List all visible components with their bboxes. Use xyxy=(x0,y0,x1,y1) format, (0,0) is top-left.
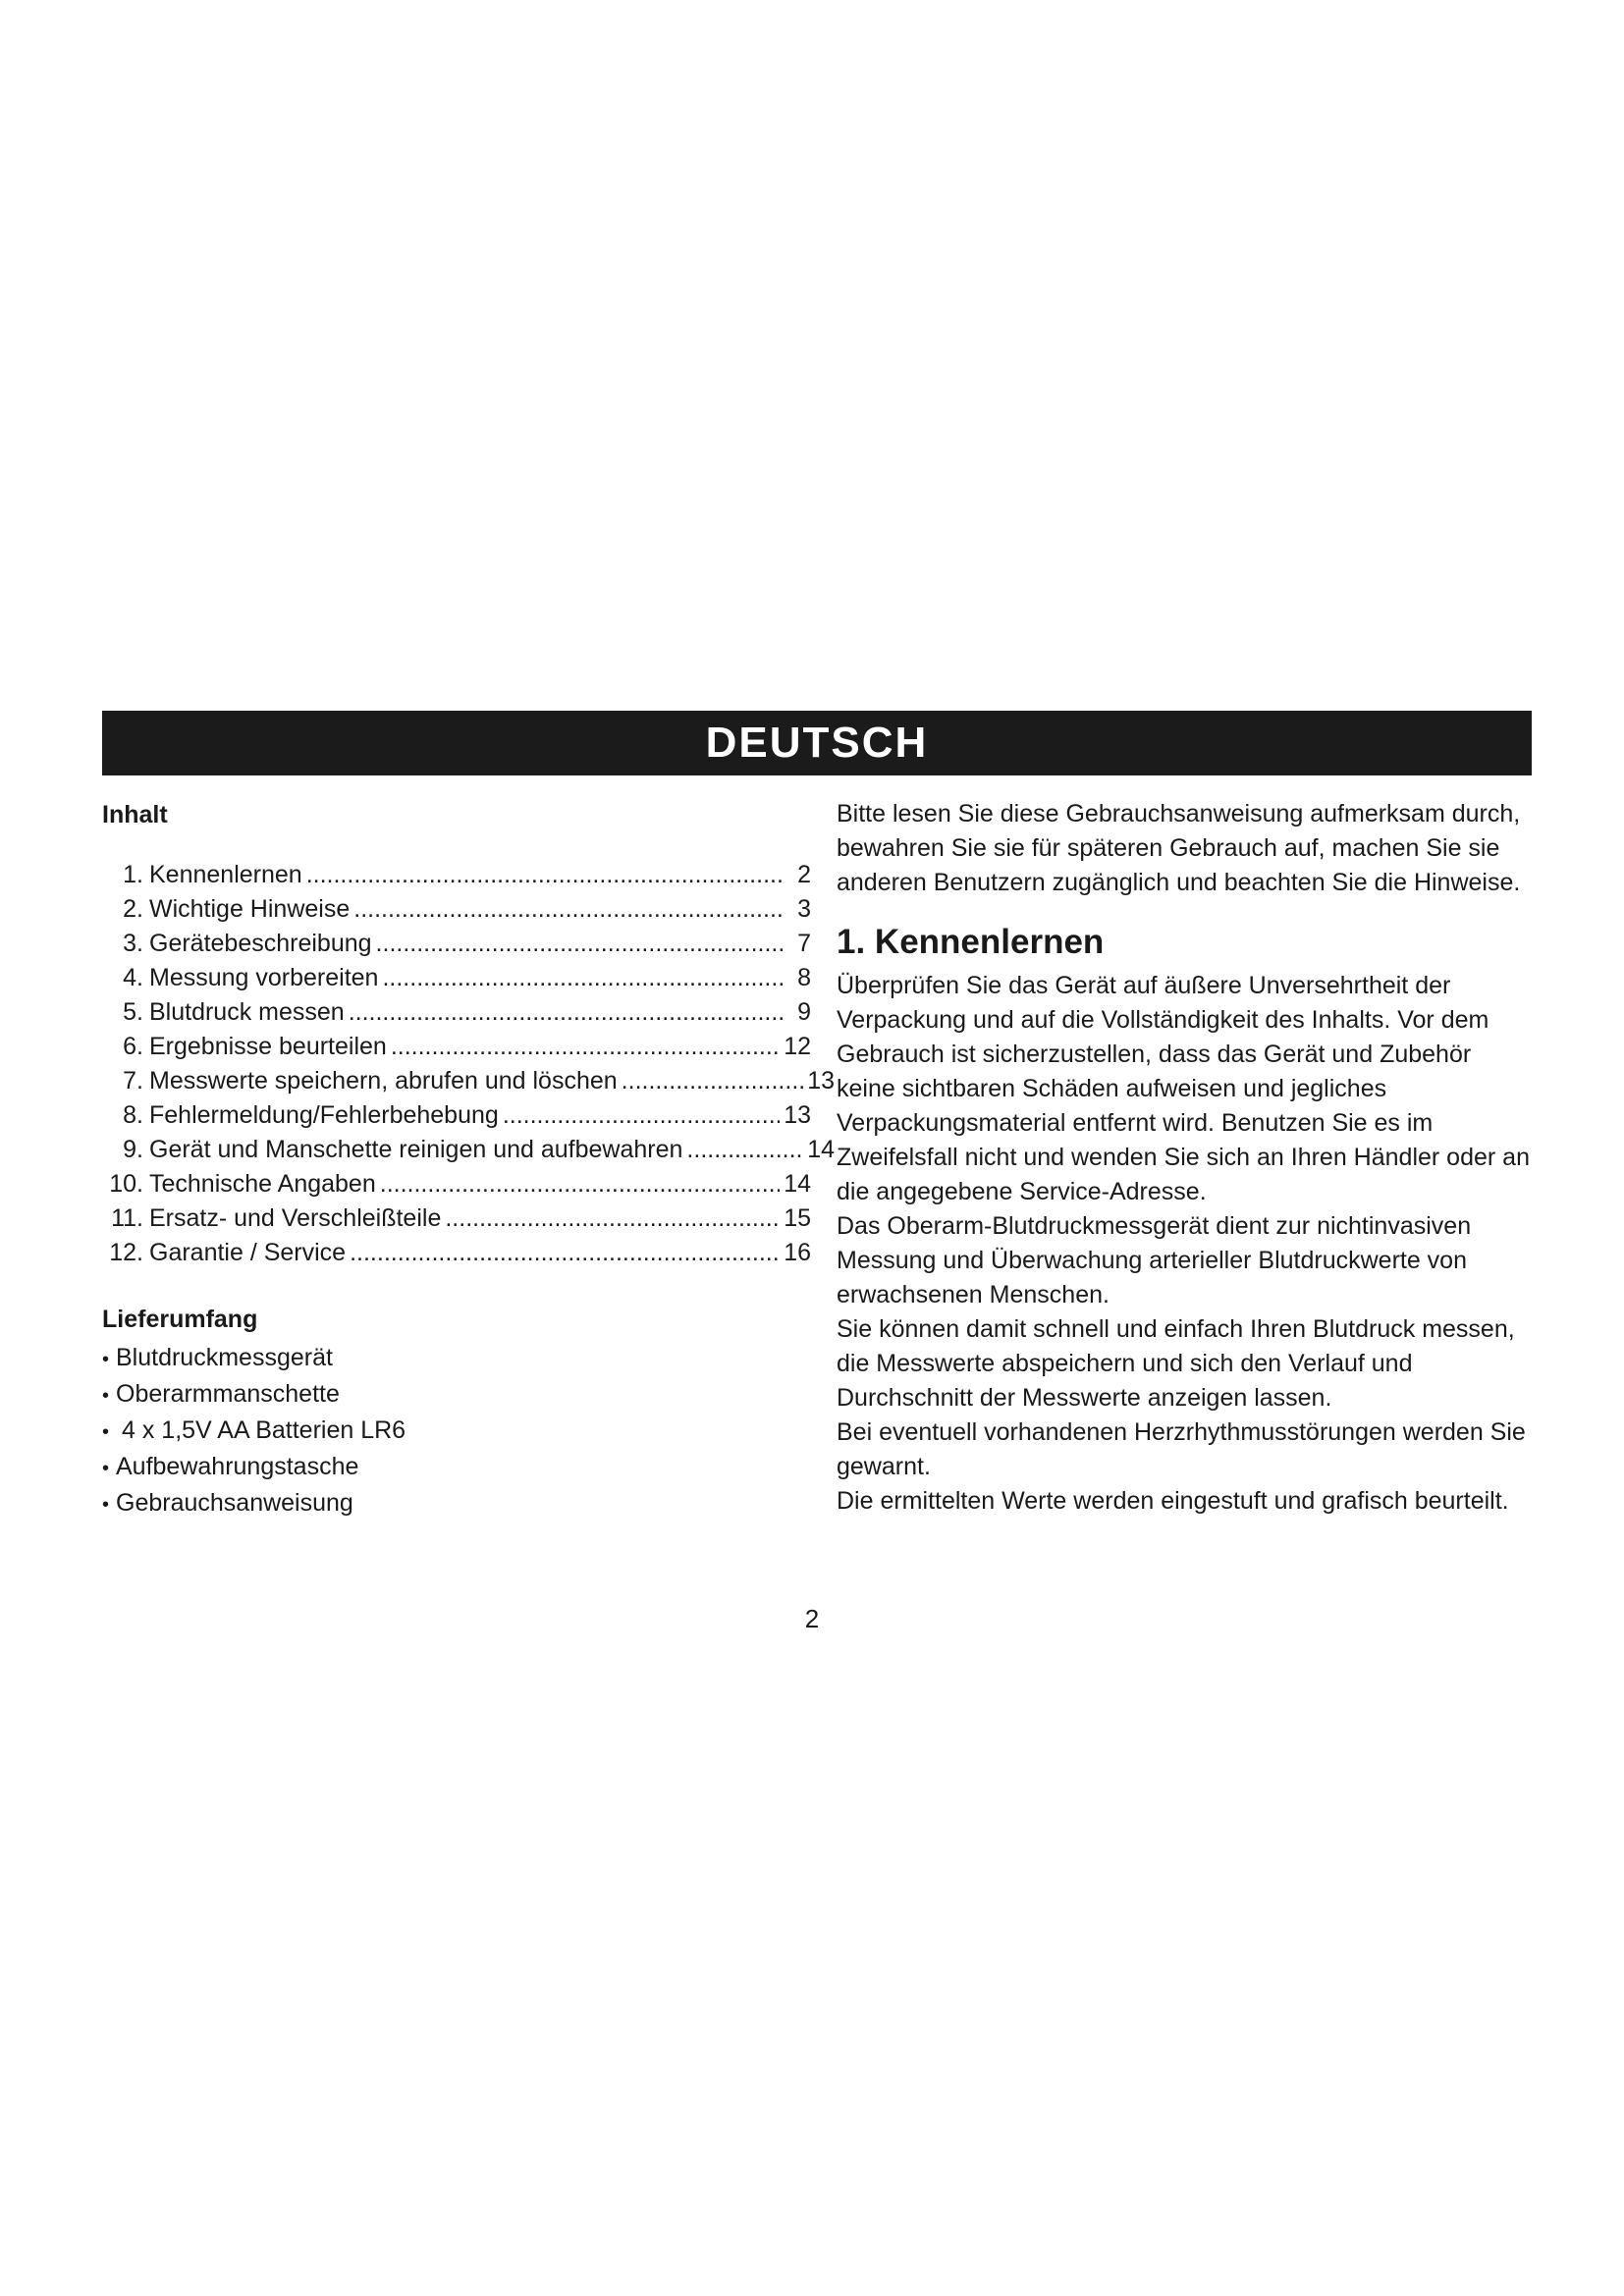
toc-row xyxy=(102,927,811,961)
toc-label: Blutdruck messen xyxy=(149,998,345,1026)
toc-label: Ergebnisse beurteilen xyxy=(149,1033,387,1060)
toc-number: 6. xyxy=(123,1033,143,1060)
toc-page: 3 xyxy=(797,895,811,923)
toc-page: 7 xyxy=(797,930,811,957)
list-item xyxy=(102,1450,811,1486)
toc-leader xyxy=(622,1064,804,1098)
language-banner xyxy=(102,711,1532,775)
banner-title: DEUTSCH xyxy=(705,719,929,767)
toc-number: 12. xyxy=(109,1239,143,1266)
bullet-icon: • xyxy=(102,1349,110,1370)
supply-heading: Lieferumfang xyxy=(102,1306,258,1333)
toc-leader xyxy=(376,927,785,961)
toc-row xyxy=(102,1030,811,1064)
toc-number: 11. xyxy=(111,1204,143,1232)
toc-label: Technische Angaben xyxy=(149,1170,376,1198)
toc-leader xyxy=(382,961,785,995)
toc-label: Messwerte speichern, abrufen und löschen xyxy=(149,1067,618,1095)
toc-page: 9 xyxy=(797,998,811,1026)
supply-item-label: Blutdruckmessgerät xyxy=(116,1344,333,1371)
toc-row xyxy=(102,1064,835,1098)
toc-number: 10. xyxy=(109,1170,143,1198)
toc-leader xyxy=(391,1030,780,1064)
toc-row xyxy=(102,1201,811,1236)
toc-leader xyxy=(306,858,785,892)
toc-page: 2 xyxy=(797,861,811,888)
toc-number: 7. xyxy=(123,1067,143,1095)
toc-number: 4. xyxy=(123,964,143,991)
toc-label: Gerät und Manschette reinigen und aufbewahren xyxy=(149,1136,683,1163)
toc-row xyxy=(102,1133,835,1167)
bullet-icon: • xyxy=(102,1421,110,1443)
supply-item-label: 4 x 1,5V AA Batterien LR6 xyxy=(122,1416,406,1444)
toc-number: 2. xyxy=(123,895,143,923)
right-column xyxy=(837,797,1536,1519)
toc-leader xyxy=(503,1098,780,1133)
page-number: 2 xyxy=(804,1604,820,1633)
section-paragraph: Das Oberarm-Blutdruckmessgerät dient zur nichtinvasiven Messung und Überwachung arterieller Blutdruckwerte von erwachsenen Menschen. xyxy=(837,1212,1472,1308)
toc-number: 9. xyxy=(123,1136,143,1163)
toc-page: 8 xyxy=(797,964,811,991)
toc-page: 15 xyxy=(784,1204,811,1232)
toc-leader xyxy=(380,1167,780,1201)
toc-leader xyxy=(353,892,785,927)
toc-number: 3. xyxy=(123,930,143,957)
toc-number: 1. xyxy=(123,861,143,888)
toc-label: Garantie / Service xyxy=(149,1239,347,1266)
toc-page: 16 xyxy=(784,1239,811,1266)
toc-row xyxy=(102,1236,811,1270)
toc-label: Wichtige Hinweise xyxy=(149,895,351,923)
supply-item-label: Oberarmmanschette xyxy=(116,1380,340,1408)
toc-number: 8. xyxy=(123,1101,143,1129)
section-paragraph: Überprüfen Sie das Gerät auf äußere Unversehrtheit der Verpackung und auf die Vollständigkeit des Inhalts. Vor dem Gebrauch ist sicherzustellen, dass das Gerät und Zubehör keine sichtbaren Schäden aufweisen und jegliches Verpackungsmaterial entfernt wird. Benutzen Sie es im Zweifelsfall nicht und wenden Sie sich an Ihren Händler oder an die angegebene Service-Adresse. xyxy=(837,972,1530,1205)
toc-row xyxy=(102,892,811,927)
toc-row xyxy=(102,1098,811,1133)
toc-label: Kennenlernen xyxy=(149,861,302,888)
toc-page: 13 xyxy=(807,1067,835,1095)
section-paragraph: Sie können damit schnell und einfach Ihren Blutdruck messen, die Messwerte abspeichern und sich den Verlauf und Durchschnitt der Messwerte anzeigen lassen. xyxy=(837,1315,1515,1412)
list-item xyxy=(102,1341,811,1377)
toc-row xyxy=(102,961,811,995)
list-item xyxy=(102,1486,811,1522)
toc-row xyxy=(102,858,811,892)
toc-leader xyxy=(686,1133,803,1167)
toc-row xyxy=(102,995,811,1030)
toc-label: Messung vorbereiten xyxy=(149,964,379,991)
supply-item-label: Aufbewahrungstasche xyxy=(116,1453,359,1480)
bullet-icon: • xyxy=(102,1494,110,1516)
supply-item-label: Gebrauchsanweisung xyxy=(116,1489,353,1517)
toc-label: Fehlermeldung/Fehlerbehebung xyxy=(149,1101,499,1129)
toc-page: 12 xyxy=(784,1033,811,1060)
toc-page: 14 xyxy=(784,1170,811,1198)
section-paragraph: Bei eventuell vorhandenen Herzrhythmusstörungen werden Sie gewarnt. xyxy=(837,1418,1526,1480)
toc-number: 5. xyxy=(123,998,143,1026)
toc-page: 13 xyxy=(784,1101,811,1129)
left-column xyxy=(102,797,835,1522)
bullet-icon: • xyxy=(102,1458,110,1479)
supply-list xyxy=(102,1341,811,1522)
intro-paragraph: Bitte lesen Sie diese Gebrauchsanweisung aufmerksam durch, bewahren Sie sie für späteren Gebrauch auf, machen Sie sie anderen Benutzern zugänglich und beachten Sie die Hinweise. xyxy=(837,800,1521,896)
toc-label: Gerätebeschreibung xyxy=(149,930,372,957)
section-paragraph: Die ermittelten Werte werden eingestuft und grafisch beurteilt. xyxy=(837,1487,1509,1515)
toc-row xyxy=(102,1167,811,1201)
bullet-icon: • xyxy=(102,1385,110,1407)
toc-leader xyxy=(349,995,785,1030)
table-of-contents xyxy=(102,858,835,1270)
toc-label: Ersatz- und Verschleißteile xyxy=(149,1204,442,1232)
toc-page: 14 xyxy=(807,1136,835,1163)
section-title: 1. Kennenlernen xyxy=(837,923,1105,961)
toc-heading: Inhalt xyxy=(102,801,168,828)
toc-leader xyxy=(350,1236,780,1270)
list-item xyxy=(102,1414,811,1450)
list-item xyxy=(102,1377,811,1414)
toc-leader xyxy=(445,1201,780,1236)
